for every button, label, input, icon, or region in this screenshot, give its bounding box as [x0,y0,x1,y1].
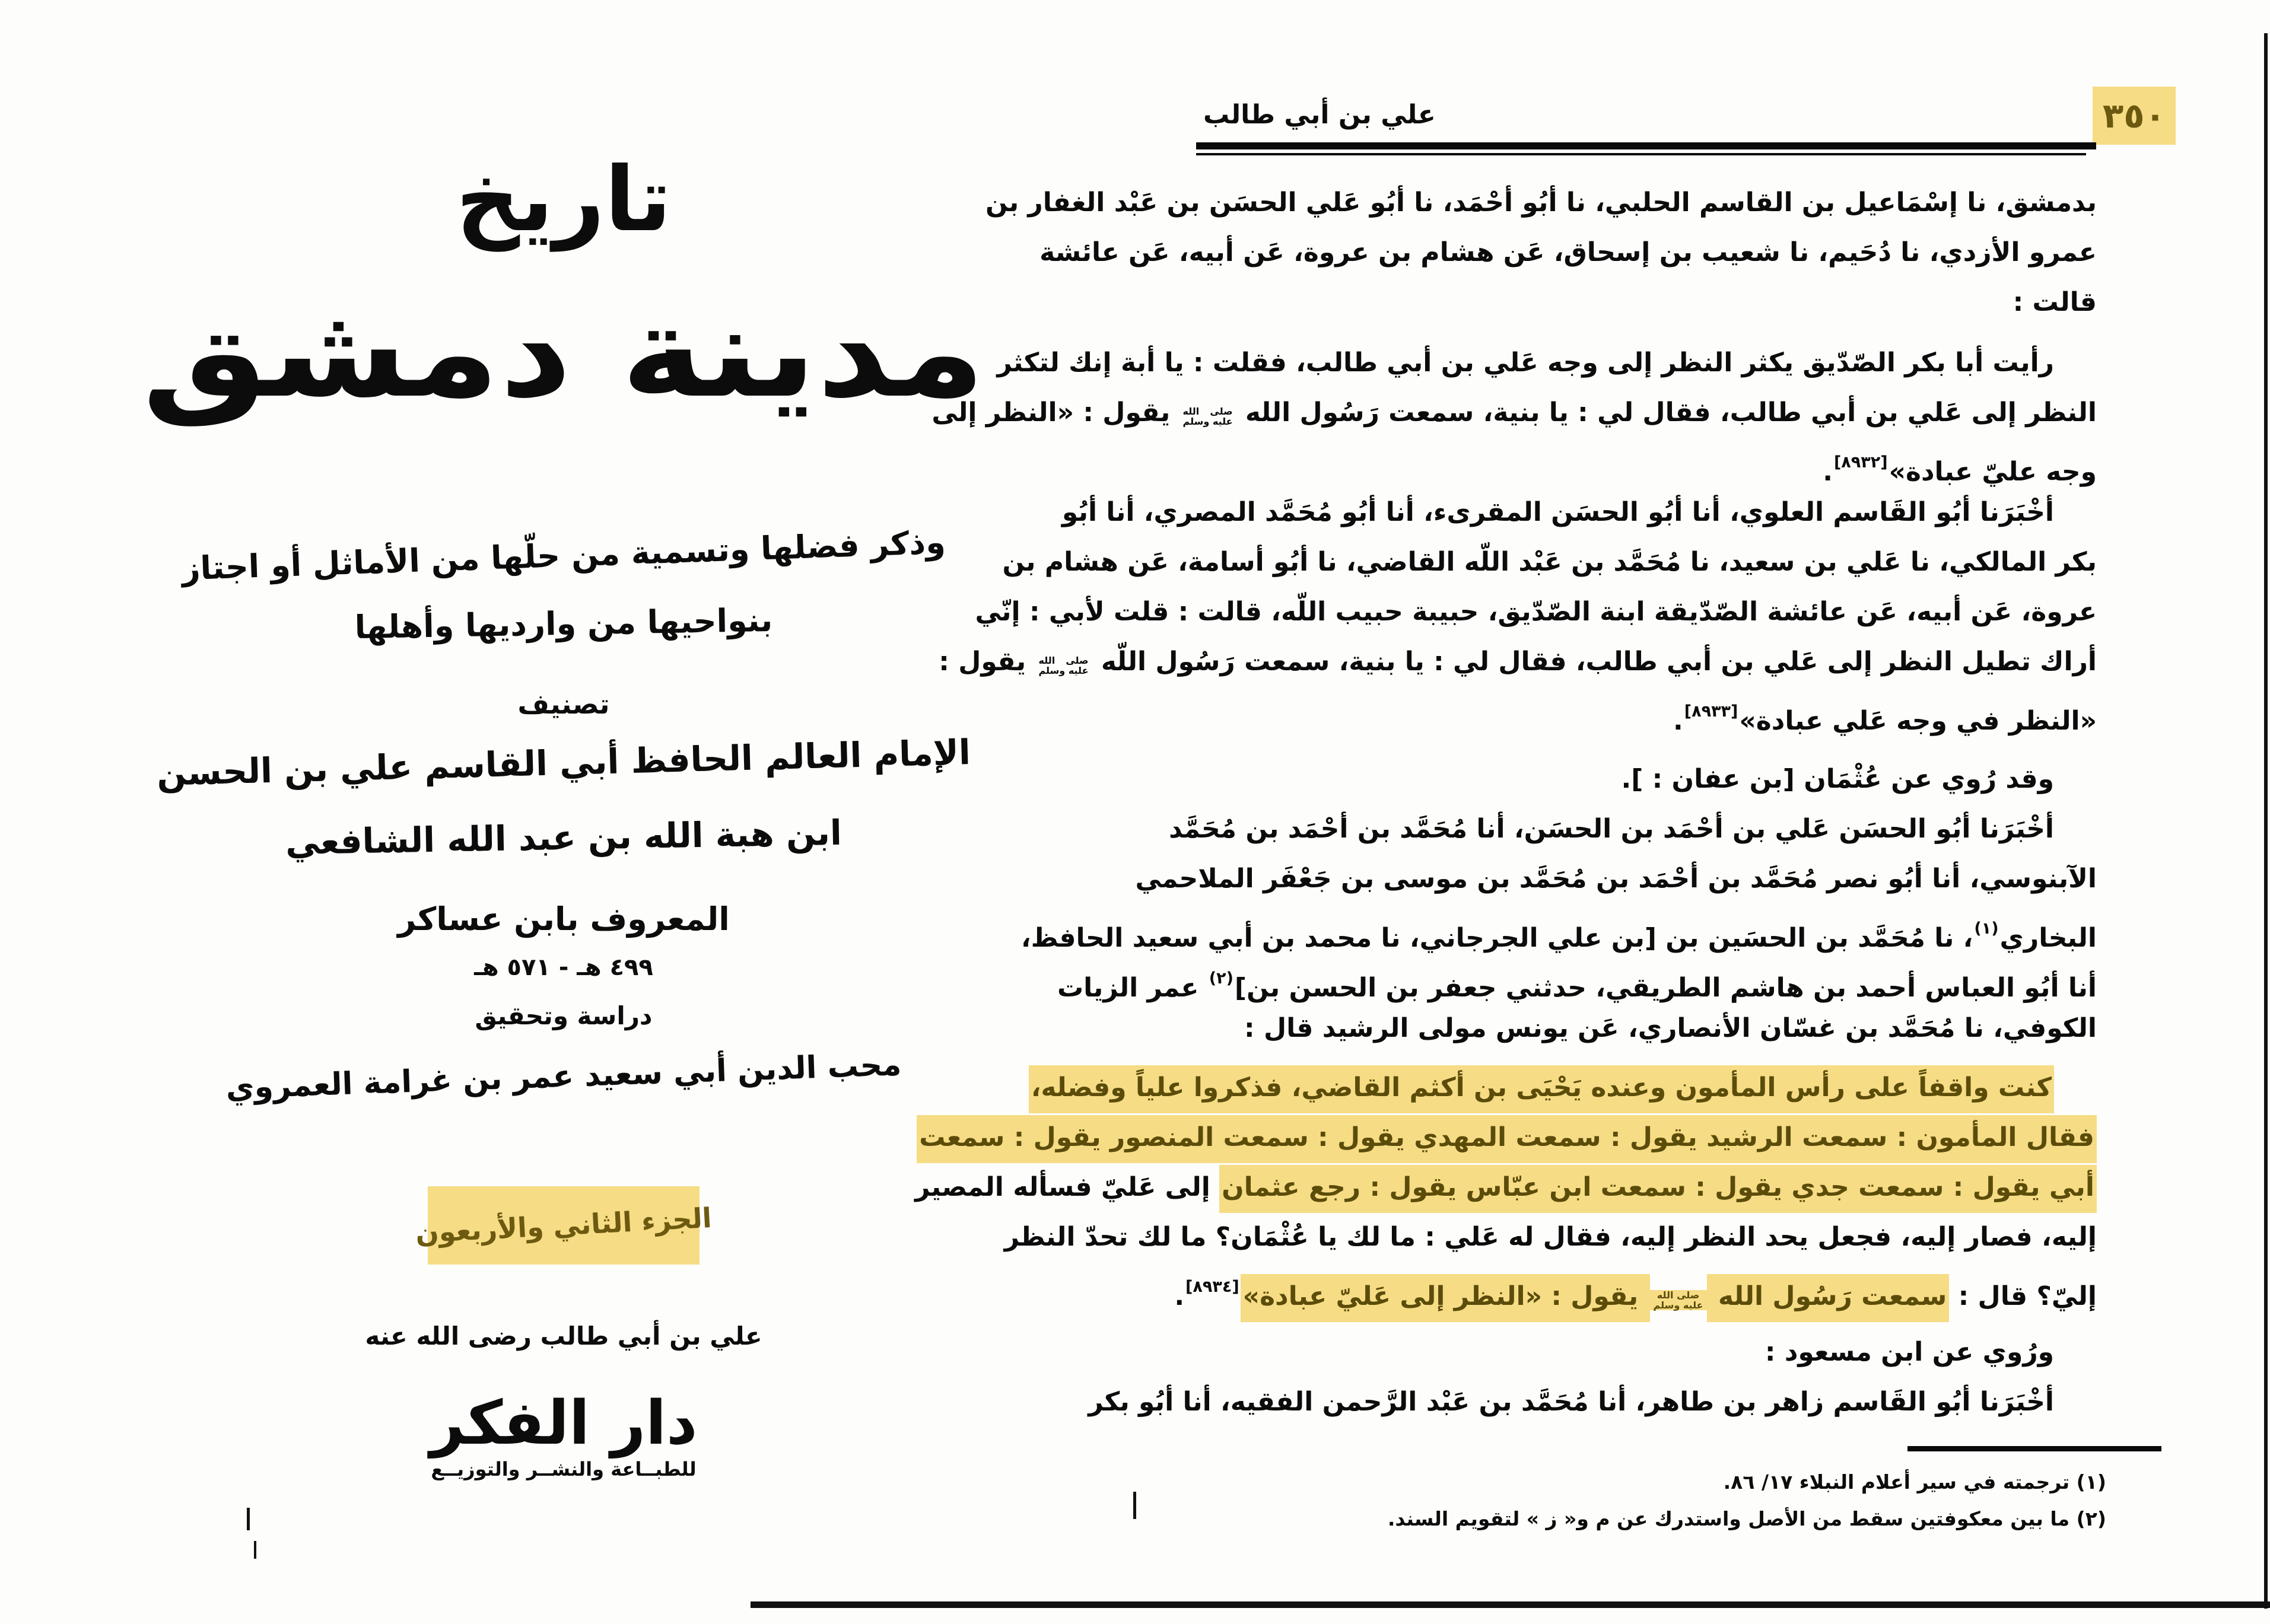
body-line [1020,904,2097,954]
body-line [997,338,2097,388]
body-line [939,637,2097,687]
saw-ligature: صلى الله عليه وسلم [1182,406,1233,427]
publisher-logo: دار الفكر [430,1388,698,1459]
text-span: «النظر في وجه عَلي عبادة» [1739,706,2097,736]
text-span: بكر المالكي، نا عَلي بن سعيد، نا مُحَمَّد بن عَبْد اللّه القاضي، نا أبُو أسامة، عَن هشام بن [1002,547,2097,577]
header-rule-thin [1196,153,2086,155]
body-line [975,587,2097,637]
body-line [931,388,2097,438]
body-line [1169,804,2097,854]
ref-marker: (٢) [1209,969,1233,988]
book-title-small: تاريخ [456,148,672,251]
highlight-span: فقال المأمون : سمعت الرشيد يقول : سمعت المهدي يقول : سمعت المنصور يقول : سمعت [917,1115,2097,1163]
scan-mark [247,1508,250,1530]
body-line [1200,438,2097,488]
scan-mark [254,1541,256,1559]
running-head: علي بن أبي طالب [1203,100,1436,130]
editor-name: محب الدين أبي سعيد عمر بن غرامة العمروي [225,1047,902,1106]
text-span: . [1174,1281,1185,1311]
saw-ligature: صلى الله عليه وسلم [1038,655,1089,676]
footnote-line: (١) ترجمته في سير أعلام النبلاء ١٧/ ٨٦. [1723,1470,2106,1494]
text-span: ، نا مُحَمَّد بن الحسَين بن [بن علي الجرجاني، نا محمد بن أبي سعيد الحافظ، [1020,923,1973,953]
author-dates: ٤٩٩ هـ - ٥٧١ هـ [474,954,653,981]
text-span: وجه عليّ عبادة» [1889,457,2097,487]
book-title-main: مدينة دمشق [142,279,985,425]
text-span: بدمشق، نا إسْمَاعيل بن القاسم الحلبي، نا أبُو أحْمَد، نا أبُو عَلي الحسَن بن عَبْد الغفار بن [985,187,2097,218]
highlight-span: يقول : «النظر إلى عَليّ عبادة» [1241,1274,1650,1322]
text-span: النظر إلى عَلي بن أبي طالب، فقال لي : يا بنية، سمعت رَسُول الله [1236,397,2097,428]
body-line [1135,854,2097,904]
body-line [1200,754,2097,804]
text-span: أخْبَرَنا أبُو القَاسم زاهر بن طاهر، أنا مُحَمَّد بن عَبْد الرَّحمن الفقيه، أنا أبُو بكر [1088,1387,2054,1417]
text-span: . [1823,457,1833,487]
author-name-line2: ابن هبة الله بن عبد الله الشافعي [285,812,842,863]
body-line [1002,537,2097,587]
body-line [915,1163,2097,1212]
page-number: ٣٥٠ [2102,95,2166,136]
text-span: . [1673,706,1683,736]
body-line [919,1113,2097,1163]
highlight-span: كنت واقفاً على رأس المأمون وعنده يَحْيَى بن أكثم القاضي، فذكروا علياً وفضله، [1029,1065,2054,1113]
body-line [1057,954,2097,1004]
body-line [1200,1327,2097,1377]
body-line [1200,1004,2097,1053]
page-number-badge [2093,87,2176,145]
ref-marker: [٨٩٣٣] [1684,702,1738,721]
body-line [1031,1063,2097,1113]
header-rule-thick [1196,142,2096,149]
text-span: الآبنوسي، أنا أبُو نصر مُحَمَّد بن أحْمَد بن مُحَمَّد بن موسى بن جَعْفَر الملاحمي [1135,864,2097,894]
text-span: قالت : [2013,287,2097,317]
tasnif-label: تصنيف [517,688,610,720]
text-span: إليّ؟ قال : [1949,1281,2097,1311]
body-line [1004,1212,2097,1262]
body-text [915,178,2097,1427]
author-name-line1: الإمام العالم الحافظ أبي القاسم علي بن الحسن [156,732,971,794]
text-span: إليه، فصار إليه، فجعل يحد النظر إليه، فقال له عَلي : ما لك يا عُثْمَان؟ ما لك تحدّ النظر [1004,1222,2097,1252]
text-span: وقد رُوي عن عُثْمَان [بن عفان : ]. [1621,764,2054,794]
text-span: أخْبَرَنا أبُو الحسَن عَلي بن أحْمَد بن الحسَن، أنا مُحَمَّد بن أحْمَد بن مُحَمَّد [1169,814,2054,844]
author-known-as: المعروف بابن عساكر [398,900,730,938]
publisher-subtitle: للطبــاعة والنشــر والتوزيــع [431,1458,697,1480]
text-span: عروة، عَن أبيه، عَن عائشة الصّدّيقة ابنة الصّدّيق، حبيبة حبيب اللّه، قالت : قلت لأبي : إنّي [975,597,2097,627]
text-span: عمر الزيات [1057,973,1208,1003]
study-label: دراسة وتحقيق [475,1001,653,1030]
text-span: رأيت أبا بكر الصّدّيق يكثر النظر إلى وجه عَلي بن أبي طالب، فقلت : يا أبة إنك لتكثر [997,348,2054,378]
text-span: يقول : [939,647,1035,677]
scan-edge-bottom [751,1601,2270,1608]
body-line [1039,228,2097,278]
footnote-line: (٢) ما بين معكوفتين سقط من الأصل واستدرك عن م و« ز » لتقويم السند. [1387,1507,2106,1530]
text-span: عمرو الأزدي، نا دُحَيم، نا شعيب بن إسحاق، عَن هشام بن عروة، عَن أبيه، عَن عائشة [1039,237,2097,268]
text-span: إلى عَليّ فسأله المصير [915,1172,1220,1202]
scan-mark [1133,1492,1136,1519]
volume-badge [415,1186,713,1265]
body-line [1200,278,2097,327]
text-span: أنا أبُو العباس أحمد بن هاشم الطريقي، حدثني جعفر بن الحسن بن] [1234,973,2097,1003]
ref-marker: [٨٩٣٤] [1185,1278,1239,1296]
text-span: يقول : «النظر إلى [931,397,1179,428]
body-line [1174,1262,2097,1312]
body-line [1061,488,2097,537]
chapter-label: علي بن أبي طالب رضى الله عنه [365,1322,762,1351]
ref-marker: [٨٩٣٢] [1833,453,1888,472]
volume-label: الجزء الثاني والأربعون [415,1201,713,1250]
footnote-rule [1907,1446,2161,1451]
text-span: البخاري [1999,923,2097,953]
body-line [985,178,2097,228]
body-line [1200,687,2097,737]
scan-edge-right [2264,33,2268,1609]
text-span: أخْبَرَنا أبُو القَاسم العلوي، أنا أبُو الحسَن المقرىء، أنا أبُو مُحَمَّد المصري، أنا أبُو [1061,497,2054,527]
text-span: ورُوي عن ابن مسعود : [1765,1337,2054,1367]
text-span: أراك تطيل النظر إلى عَلي بن أبي طالب، فقال لي : يا بنية، سمعت رَسُول اللّه [1092,647,2097,677]
footnotes [1387,1464,2106,1537]
highlight-span: أبي يقول : سمعت جدي يقول : سمعت ابن عبّاس يقول : رجع عثمان [1219,1165,2097,1213]
book-subtitle-line1: وذكر فضلها وتسمية من حلّها من الأماثل أو اجتاز [181,523,946,588]
text-span: الكوفي، نا مُحَمَّد بن غسّان الأنصاري، عَن يونس مولى الرشيد قال : [1244,1013,2097,1043]
saw-ligature: صلى الله عليه وسلم [1650,1290,1707,1310]
title-page [0,0,1127,1624]
body-line [1088,1377,2097,1427]
highlight-span: سمعت رَسُول الله [1707,1274,1950,1322]
book-subtitle-line2: بنواحيها من وارديها وأهلها [354,601,773,647]
ref-marker: (١) [1974,919,1999,938]
